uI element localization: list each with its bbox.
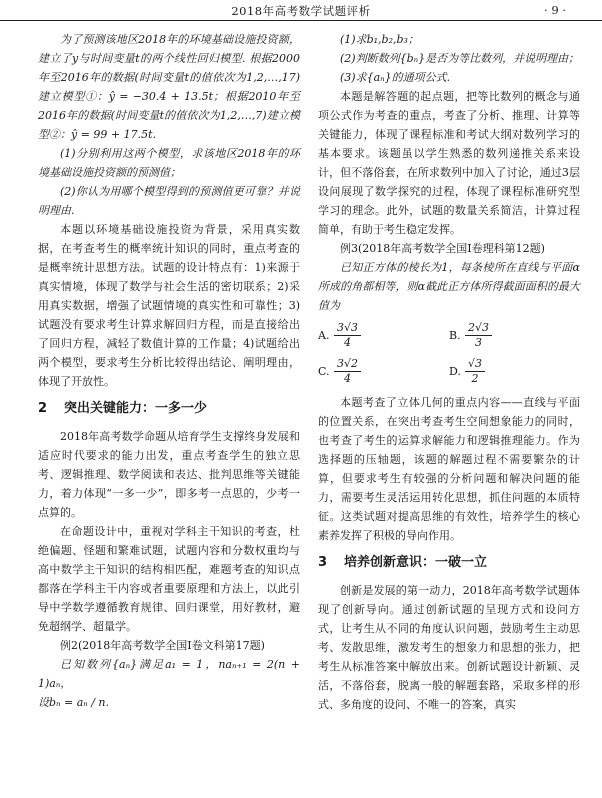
choice-d-label: D. <box>449 364 461 378</box>
example-2-definition: 设bₙ = aₙ / n. <box>38 696 110 709</box>
choice-a-fraction <box>334 321 361 350</box>
section-2-title: 突出关键能力：一多一少 <box>64 401 208 416</box>
section-2-paragraph-2: 在命题设计中，重视对学科主干知识的考查，杜绝偏题、怪题和繁难试题，试题内容和分数权重均与高中数学主干知识的结构相匹配，难题考查的知识点都落在学科主干内容或者重要原理和方法上，以此引导中学数学遵循教育规律、回归课堂，用好教材，避免超纲学、超量学。 <box>38 525 300 633</box>
ex1-body: 为了预测该地区2018年的环境基础设施投资额，建立了y与时间变量t的两个线性回归模型. 根据2000年至2016年的数据(时间变量t的值依次为1,2,…,17)建立模型①：ŷ = −30.4 + 13.5t；根据2010年至2016年的数据(时间变量t的值依次为1,2,…,7)建立模型②：ŷ = 99 + 17.5t. <box>38 33 300 141</box>
section-2-number: 2 <box>38 401 48 416</box>
section-3-title: 培养创新意识：一破一立 <box>344 555 488 570</box>
choice-c-fraction <box>334 357 361 386</box>
ex1-question-2: (2)你认为用哪个模型得到的预测值更可靠？并说明理由. <box>38 185 300 217</box>
choice-a-denominator: 4 <box>344 335 351 349</box>
choice-a-label: A. <box>318 328 330 342</box>
choice-b-denominator: 3 <box>475 335 482 349</box>
section-3-number: 3 <box>318 555 328 570</box>
choice-d-denominator: 2 <box>471 371 479 385</box>
choice-a <box>318 319 449 351</box>
ex1-commentary: 本题以环境基础设施投资为背景，采用真实数据，在考查考生的概率统计知识的同时，重点考查的是概率统计思想方法。试题的设计特点有：1)来源于真实情境，体现了数学与社会生活的密切联系；2)采用真实数据，增强了试题情境的真实性和可靠性；3)试题没有要求考生计算求解回归方程，而是直接给出了回归方程，减轻了数值计算的工作量；4)试题给出两个模型，要求考生分析比较得出结论、阐明理由，体现了开放性。 <box>38 223 300 388</box>
choice-c-denominator: 4 <box>344 371 351 385</box>
choice-c-numerator: 3√2 <box>334 357 361 372</box>
choice-b <box>449 319 580 351</box>
choice-b-fraction <box>465 321 492 350</box>
running-header <box>0 0 602 21</box>
ex2-question-2: (2)判断数列{bₙ}是否为等比数列，并说明理由； <box>340 52 580 65</box>
section-3-heading <box>318 553 580 573</box>
ex1-question-1: (1)分别利用这两个模型，求该地区2018年的环境基础设施投资额的预测值； <box>38 147 300 179</box>
example-3-title: 例3(2018年高考数学全国Ⅰ卷理科第12题) <box>340 242 545 255</box>
answer-choices <box>318 319 580 387</box>
choice-b-numerator: 2√3 <box>465 321 492 336</box>
example-2-title: 例2(2018年高考数学全国Ⅰ卷文科第17题) <box>60 639 265 652</box>
section-2-paragraph-1: 2018年高考数学命题从培育学生支撑终身发展和适应时代要求的能力出发，重点考查学生的独立思考、逻辑推理、数学阅读和表达、批判思维等关键能力，着力体现“一多一少”，即多考一点思的，少考一点算的。 <box>38 430 300 519</box>
page-number: · 9 · <box>544 3 566 17</box>
section-2-heading <box>38 399 300 419</box>
choice-d-numerator: √3 <box>465 357 485 372</box>
example-3-body: 已知正方体的棱长为1，每条棱所在直线与平面α所成的角都相等，则α截此正方体所得截面面积的最大值为 <box>318 261 580 312</box>
choice-c-label: C. <box>318 364 330 378</box>
ex3-commentary: 本题考查了立体几何的重点内容——直线与平面的位置关系，在突出考查考生空间想象能力的同时，也考查了考生的运算求解能力和逻辑推理能力。作为选择题的压轴题，该题的解题过程不需要繁杂的计算，但要求考生有较强的分析问题和解决问题的能力，需要考生灵活运用转化思想，抓住问题的本质特征。这类试题对提高思维的有效性，培养学生的核心素养发挥了积极的导向作用。 <box>318 396 580 542</box>
choice-a-numerator: 3√3 <box>334 321 361 336</box>
choice-d-fraction <box>465 357 485 386</box>
example-2-body: 已知数列{aₙ}满足a₁ = 1，naₙ₊₁ = 2(n + 1)aₙ， <box>38 658 300 690</box>
choice-d <box>449 355 580 387</box>
left-column <box>38 30 300 712</box>
choice-c <box>318 355 449 387</box>
section-3-paragraph-1: 创新是发展的第一动力，2018年高考数学试题体现了创新导向。通过创新试题的呈现方式和设问方式，让考生从不同的角度认识问题，鼓励考生主动思考、发散思维，激发考生的想象力和思想的张力，把考生从标准答案中解放出来。创新试题设计新颖、灵活，不落俗套，脱离一般的解题套路，采取多样的形式、多角度的设问、不唯一的答案，真实 <box>318 584 580 711</box>
ex2-commentary: 本题是解答题的起点题，把等比数列的概念与通项公式作为考查的重点，考查了分析、推理、计算等关键能力，体现了课程标准和考试大纲对数列学习的基本要求。该题虽以学生熟悉的数列递推关系来设计，但不落俗套，在所求数列中加入了讨论，通过3层设问展现了数学探究的过程，体现了课程标准研究型学习的理念。此外，试题的数量关系简洁，计算过程简单，有助于考生稳定发挥。 <box>318 90 580 236</box>
ex2-question-1: (1)求b₁,b₂,b₃； <box>340 33 419 46</box>
right-column <box>318 30 580 714</box>
choice-b-label: B. <box>449 328 461 342</box>
ex2-question-3: (3)求{aₙ}的通项公式. <box>340 71 451 84</box>
running-title: 2018年高考数学试题评析 <box>231 4 371 18</box>
